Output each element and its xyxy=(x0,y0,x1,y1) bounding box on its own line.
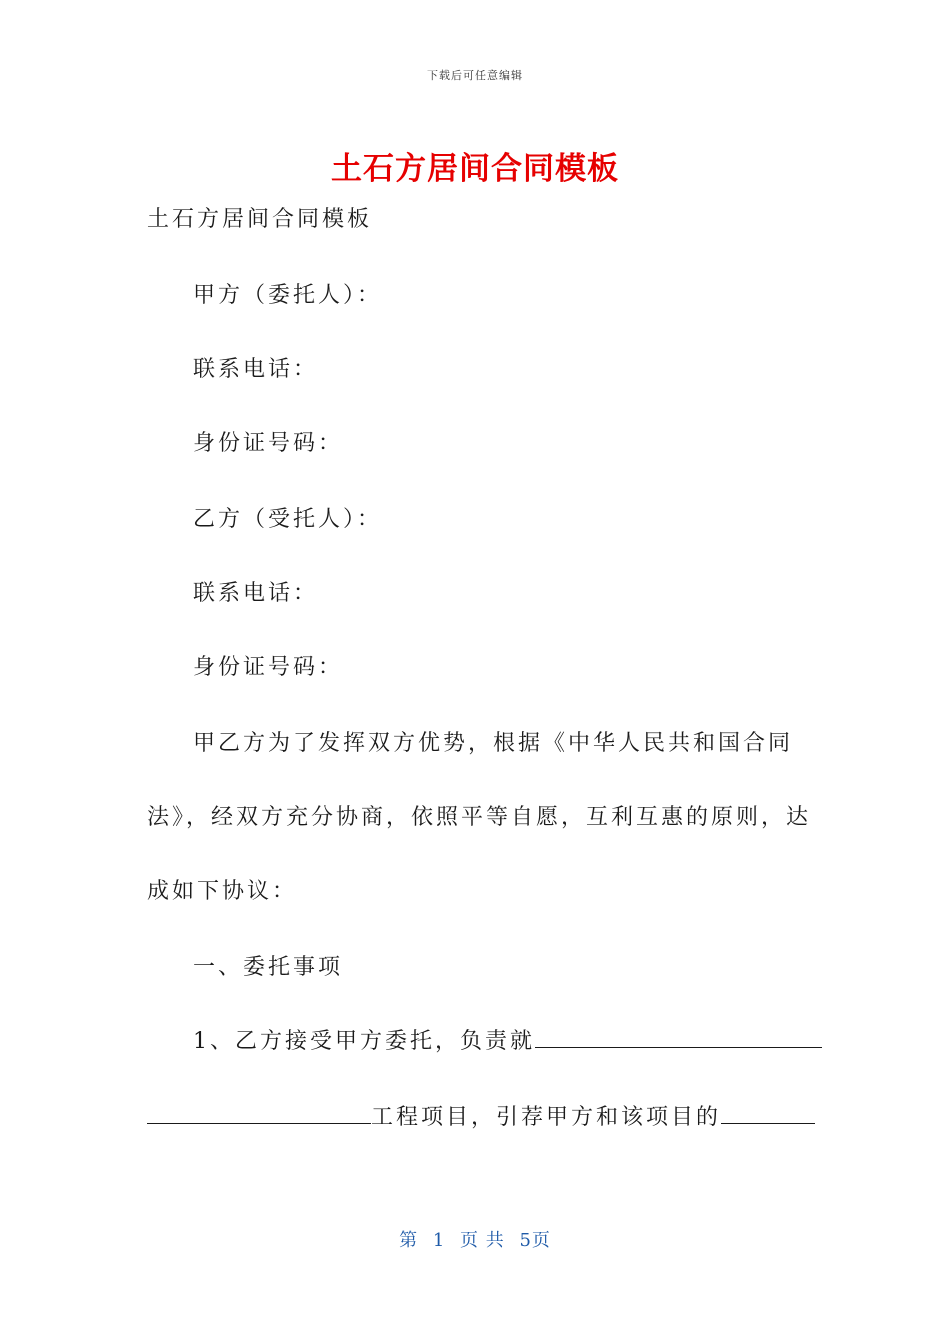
document-subtitle: 土石方居间合同模板 xyxy=(147,207,373,232)
clause-1-line-2 xyxy=(147,1103,815,1133)
footer-total-pages: 5页 xyxy=(519,1230,551,1251)
party-a-id: 身份证号码： xyxy=(193,431,344,456)
party-b-phone: 联系电话： xyxy=(193,581,319,606)
clause-1-continuation: 工程项目，引荐甲方和该项目的 xyxy=(371,1105,722,1130)
header-note: 下载后可任意编辑 xyxy=(427,69,523,82)
party-b-id: 身份证号码： xyxy=(193,655,344,680)
party-b-label: 乙方（受托人）： xyxy=(193,507,383,532)
footer-middle: 页 共 xyxy=(460,1230,505,1251)
party-a-phone: 联系电话： xyxy=(193,357,319,382)
clause-1-line-1 xyxy=(193,1027,822,1057)
footer-current-page: 1 xyxy=(432,1230,446,1251)
preamble-line-1: 甲乙方为了发挥双方优势，根据《中华人民共和国合同 xyxy=(193,731,794,756)
preamble-line-3: 成如下协议： xyxy=(147,879,298,904)
fill-in-blank xyxy=(721,1103,815,1124)
page-footer xyxy=(0,1226,950,1252)
party-a-label: 甲方（委托人）： xyxy=(193,283,383,308)
fill-in-blank xyxy=(147,1103,371,1124)
document-title: 土石方居间合同模板 xyxy=(331,151,619,187)
clause-1-text: 1、乙方接受甲方委托，负责就 xyxy=(193,1029,535,1054)
section-1-heading: 一、委托事项 xyxy=(193,955,344,980)
fill-in-blank xyxy=(535,1027,822,1048)
footer-prefix: 第 xyxy=(399,1230,419,1251)
preamble-line-2: 法》，经双方充分协商，依照平等自愿，互利互惠的原则，达 xyxy=(147,805,812,830)
